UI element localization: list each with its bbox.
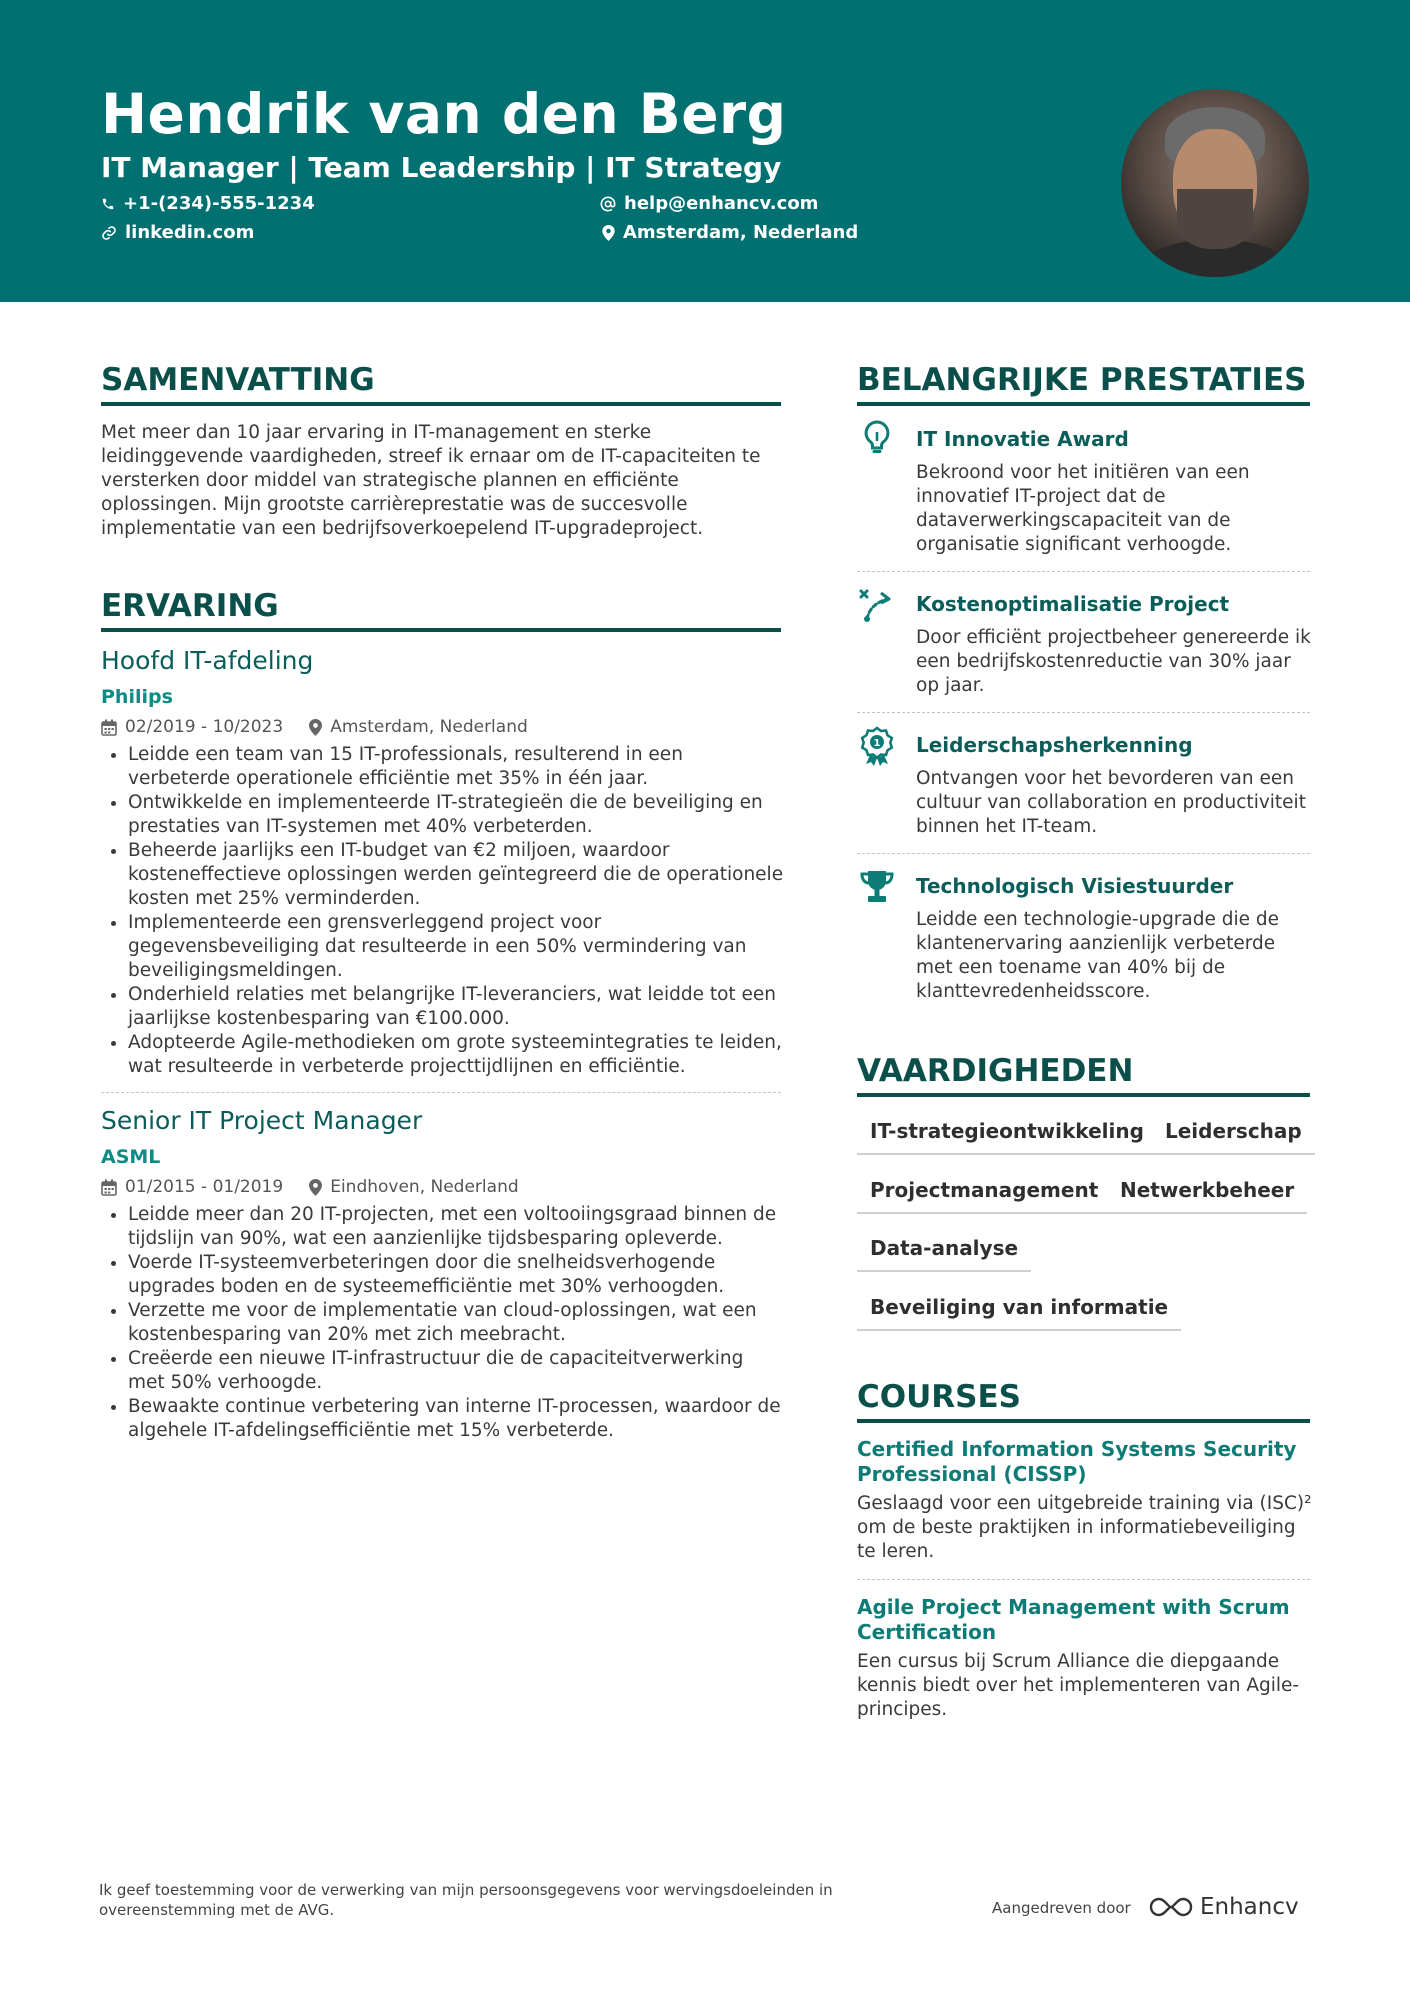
brand-name: Enhancv	[1200, 1894, 1299, 1920]
experience-heading: ERVARING	[101, 588, 279, 624]
job-bullet: • Leidde meer dan 20 IT-projecten, met een voltooiingsgraad binnen de tijdslijn van 90%, wat een aanzienlijke tijdsbesparing opleverde.	[128, 1203, 784, 1251]
job-bullet: • Ontwikkelde en implementeerde IT-strategieën die de beveiliging en prestaties van IT-systemen met 40% verbeterden.	[128, 791, 784, 839]
achievements-heading: BELANGRIJKE PRESTATIES	[857, 362, 1307, 398]
course-divider	[857, 1579, 1310, 1580]
job-bullets	[101, 1203, 784, 1443]
enhancv-brand[interactable]	[1148, 1894, 1299, 1920]
job-location: Amsterdam, Nederland	[330, 717, 528, 737]
profile-photo	[1121, 89, 1309, 277]
skill-tag: Projectmanagement	[857, 1170, 1111, 1214]
achievement-divider	[857, 571, 1310, 572]
job-company: Philips	[101, 686, 173, 708]
candidate-name: Hendrik van den Berg	[101, 82, 787, 146]
skill-tag: Netwerkbeheer	[1107, 1170, 1307, 1214]
skill-tag: Data-analyse	[857, 1228, 1031, 1272]
course-text: Geslaagd voor een uitgebreide training via (ISC)² om de beste praktijken in informatiebeveiliging te leren.	[857, 1493, 1312, 1562]
summary-text: Met meer dan 10 jaar ervaring in IT-management en sterke leidinggevende vaardigheden, streef ik ernaar om de IT-capaciteiten te versterken door middel van strategische plannen en efficiënte oplossingen. Mijn grootste carrièreprestatie was de succesvolle implementatie van een bedrijfsoverkoepelend IT-upgradeproject.	[101, 422, 761, 539]
job-meta	[101, 717, 528, 737]
courses-heading: COURSES	[857, 1379, 1021, 1415]
achievements-rule	[857, 402, 1310, 406]
location-pin-icon	[309, 1179, 322, 1196]
award-badge-icon	[857, 726, 897, 766]
experience-rule	[101, 628, 781, 632]
course-title: Agile Project Management with Scrum Certification	[857, 1595, 1290, 1644]
summary-heading: SAMENVATTING	[101, 362, 375, 398]
course-text: Een cursus bij Scrum Alliance die diepgaande kennis biedt over het implementeren van Agile-principes.	[857, 1651, 1300, 1720]
achievement-text: Door efficiënt projectbeheer genereerde ik een bedrijfskostenreductie van 30% jaar op jaar.	[916, 627, 1311, 696]
skill-tag: Beveiliging van informatie	[857, 1287, 1181, 1331]
achievement-title: IT Innovatie Award	[916, 427, 1129, 451]
job-bullets	[101, 743, 784, 1079]
job-role: Hoofd IT-afdeling	[101, 646, 314, 675]
job-location: Eindhoven, Nederland	[330, 1177, 519, 1197]
calendar-icon	[101, 719, 117, 736]
job-bullet: • Onderhield relaties met belangrijke IT-leveranciers, wat leidde tot een jaarlijkse kostenbesparing van €100.000.	[128, 983, 784, 1031]
contact-phone	[101, 193, 315, 214]
job-role: Senior IT Project Manager	[101, 1106, 423, 1135]
skills-heading: VAARDIGHEDEN	[857, 1053, 1134, 1089]
job-bullet: • Voerde IT-systeemverbeteringen door die snelheidsverhogende upgrades boden en de systeemefficiëntie met 30% verhoogden.	[128, 1251, 784, 1299]
job-dates: 02/2019 - 10/2023	[125, 717, 284, 737]
job-bullet: • Bewaakte continue verbetering van interne IT-processen, waardoor de algehele IT-afdelingsefficiëntie met 15% verbeterde.	[128, 1395, 784, 1443]
powered-by-label: Aangedreven door	[992, 1899, 1131, 1917]
job-dates: 01/2015 - 01/2019	[125, 1177, 284, 1197]
achievement-divider	[857, 712, 1310, 713]
contact-location	[602, 222, 858, 243]
job-bullet: • Adopteerde Agile-methodieken om grote systeemintegraties te leiden, wat resulteerde in verbeterde projecttijdlijnen en efficiëntie.	[128, 1031, 784, 1079]
achievement-text: Leidde een technologie-upgrade die de klantenervaring aanzienlijk verbeterde met een toename van 40% bij de klanttevredenheidsscore.	[916, 909, 1280, 1002]
skill-tag: IT-strategieontwikkeling	[857, 1111, 1157, 1155]
achievement-text: Ontvangen voor het bevorderen van een cultuur van collaboration en productiviteit binnen het IT-team.	[916, 768, 1306, 837]
contact-email	[600, 193, 818, 214]
achievement-text: Bekroond voor het initiëren van een innovatief IT-project dat de dataverwerkingscapaciteit van de organisatie significant verhoogde.	[916, 462, 1250, 555]
job-company: ASML	[101, 1146, 161, 1168]
job-meta	[101, 1177, 519, 1197]
link-icon	[101, 225, 117, 241]
location-pin-icon	[602, 225, 615, 241]
achievement-title: Technologisch Visiestuurder	[916, 874, 1234, 898]
location-pin-icon	[309, 719, 322, 736]
job-bullet: • Verzette me voor de implementatie van cloud-oplossingen, wat een kostenbesparing van 20% met zich meebracht.	[128, 1299, 784, 1347]
email-text[interactable]: help@enhancv.com	[624, 193, 819, 214]
strategy-arrow-icon	[857, 585, 897, 625]
svg-text:1: 1	[873, 738, 881, 749]
achievement-title: Kostenoptimalisatie Project	[916, 592, 1230, 616]
at-icon	[600, 196, 616, 212]
course-title: Certified Information Systems Security Professional (CISSP)	[857, 1437, 1297, 1486]
job-bullet: • Creëerde een nieuwe IT-infrastructuur die de capaciteitverwerking met 50% verhoogde.	[128, 1347, 784, 1395]
courses-rule	[857, 1419, 1310, 1423]
trophy-icon	[857, 867, 897, 907]
job-bullet: • Implementeerde een grensverleggend project voor gegevensbeveiliging dat resulteerde in een 50% vermindering van beveiligingsmeldingen.	[128, 911, 784, 983]
header-banner	[0, 0, 1410, 302]
summary-rule	[101, 402, 781, 406]
lightbulb-icon	[857, 418, 897, 458]
candidate-headline: IT Manager | Team Leadership | IT Strategy	[101, 151, 782, 184]
skill-tag: Leiderschap	[1152, 1111, 1315, 1155]
achievement-divider	[857, 853, 1310, 854]
phone-icon	[101, 197, 115, 211]
location-text: Amsterdam, Nederland	[623, 222, 859, 243]
enhancv-logo-icon	[1148, 1895, 1194, 1919]
consent-text: Ik geef toestemming voor de verwerking van mijn persoonsgegevens voor wervingsdoeleinden in overeenstemming met de AVG.	[99, 1881, 833, 1919]
job-bullet: • Beheerde jaarlijks een IT-budget van €2 miljoen, waardoor kosteneffectieve oplossingen werden geïntegreerd die de operationele kosten met 25% verminderden.	[128, 839, 784, 911]
linkedin-text[interactable]: linkedin.com	[125, 222, 255, 243]
job-bullet: • Leidde een team van 15 IT-professionals, resulterend in een verbeterde operationele efficiëntie met 35% in één jaar.	[128, 743, 784, 791]
calendar-icon	[101, 1179, 117, 1196]
skills-rule	[857, 1093, 1310, 1097]
phone-text[interactable]: +1-(234)-555-1234	[123, 193, 315, 214]
achievement-title: Leiderschapsherkenning	[916, 733, 1193, 757]
job-divider	[101, 1092, 781, 1093]
contact-linkedin	[101, 222, 254, 243]
